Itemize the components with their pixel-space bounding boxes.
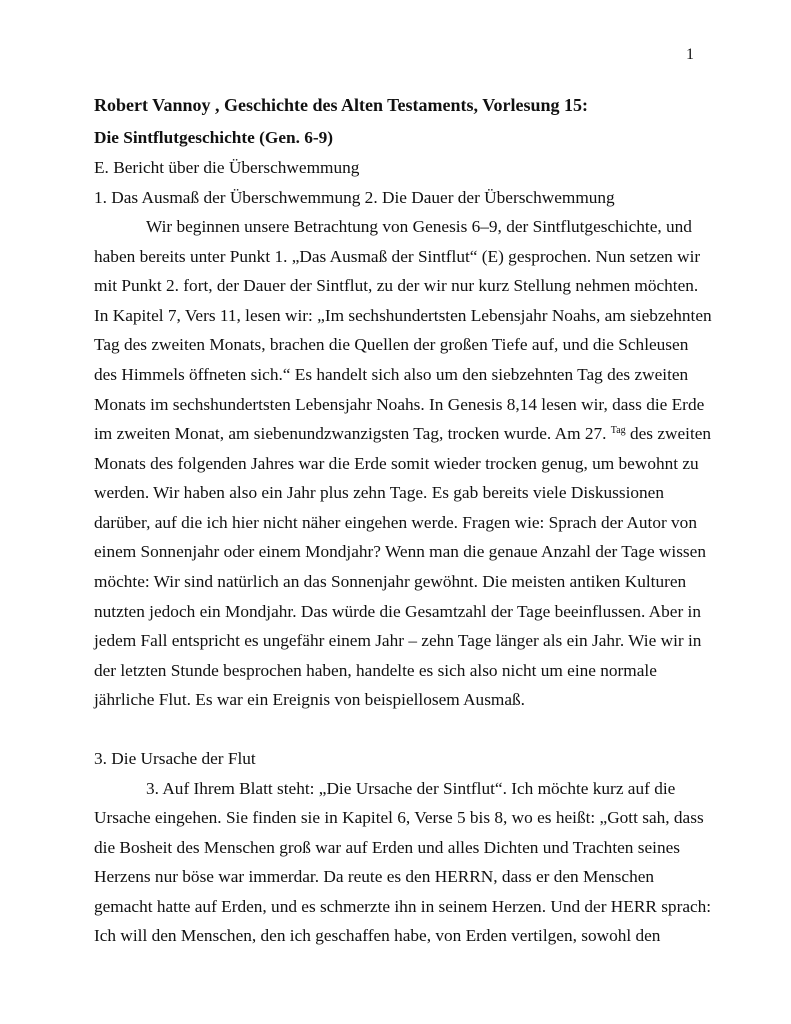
paragraph-line: 3. Auf Ihrem Blatt steht: „Die Ursache der Sintflut“. Ich möchte kurz auf die bbox=[146, 779, 676, 798]
paragraph-line: der letzten Stunde besprochen haben, handelte es sich also nicht um eine normale bbox=[94, 661, 657, 680]
paragraph-line: jährliche Flut. Es war ein Ereignis von beispiellosem Ausmaß. bbox=[94, 690, 525, 709]
paragraph-line: Wir beginnen unsere Betrachtung von Genesis 6–9, der Sintflutgeschichte, und bbox=[146, 217, 692, 236]
paragraph-line: jedem Fall entspricht es ungefähr einem Jahr – zehn Tage länger als ein Jahr. Wie wir in bbox=[94, 631, 702, 650]
paragraph-text: im zweiten Monat, am siebenundzwanzigsten Tag, trocken wurde. Am 27. bbox=[94, 424, 611, 443]
paragraph-line: haben bereits unter Punkt 1. „Das Ausmaß der Sintflut“ (E) gesprochen. Nun setzen wir bbox=[94, 247, 701, 266]
paragraph-line: Herzens nur böse war immerdar. Da reute es den HERRN, dass er den Menschen bbox=[94, 867, 655, 886]
paragraph-line: werden. Wir haben also ein Jahr plus zehn Tage. Es gab bereits viele Diskussionen bbox=[94, 483, 664, 502]
paragraph-line: des Himmels öffneten sich.“ Es handelt sich also um den siebzehnten Tag des zweiten bbox=[94, 365, 689, 384]
document-subtitle: Die Sintflutgeschichte (Gen. 6-9) bbox=[94, 128, 334, 147]
paragraph-line: Ich will den Menschen, den ich geschaffen habe, von Erden vertilgen, sowohl den bbox=[94, 926, 661, 945]
paragraph-line-with-superscript bbox=[94, 423, 711, 445]
paragraph-line: einem Sonnenjahr oder einem Mondjahr? Wenn man die genaue Anzahl der Tage wissen bbox=[94, 542, 706, 561]
paragraph-line: gemacht hatte auf Erden, und es schmerzte ihn in seinem Herzen. Und der HERR sprach: bbox=[94, 897, 712, 916]
paragraph-line: Tag des zweiten Monats, brachen die Quellen der großen Tiefe auf, und die Schleusen bbox=[94, 335, 689, 354]
section-heading-e: E. Bericht über die Überschwemmung bbox=[94, 158, 360, 177]
paragraph-line: darüber, auf die ich hier nicht näher eingehen werde. Fragen wie: Sprach der Autor von bbox=[94, 513, 697, 532]
paragraph-line: nutzten jedoch ein Mondjahr. Das würde die Gesamtzahl der Tage beeinflussen. Aber in bbox=[94, 602, 701, 621]
paragraph-text: des zweiten bbox=[625, 424, 712, 443]
paragraph-line: mit Punkt 2. fort, der Dauer der Sintflut, zu der wir nur kurz Stellung nehmen möchten. bbox=[94, 276, 699, 295]
paragraph-line: Monats im sechshundertsten Lebensjahr Noahs. In Genesis 8,14 lesen wir, dass die Erde bbox=[94, 395, 705, 414]
paragraph-line: Ursache eingehen. Sie finden sie in Kapitel 6, Verse 5 bis 8, wo es heißt: „Gott sah, dass bbox=[94, 808, 704, 827]
section-heading-3: 3. Die Ursache der Flut bbox=[94, 749, 256, 768]
document-title: Robert Vannoy , Geschichte des Alten Testaments, Vorlesung 15: bbox=[94, 95, 589, 115]
superscript-tag: Tag bbox=[610, 425, 626, 436]
paragraph-line: die Bosheit des Menschen groß war auf Erden und alles Dichten und Trachten seines bbox=[94, 838, 680, 857]
paragraph-line: möchte: Wir sind natürlich an das Sonnenjahr gewöhnt. Die meisten antiken Kulturen bbox=[94, 572, 687, 591]
paragraph-line: In Kapitel 7, Vers 11, lesen wir: „Im sechshundertsten Lebensjahr Noahs, am siebzehnten bbox=[94, 306, 712, 325]
subsections-line: 1. Das Ausmaß der Überschwemmung 2. Die Dauer der Überschwemmung bbox=[94, 188, 615, 207]
page-number: 1 bbox=[686, 46, 694, 63]
paragraph-line: Monats des folgenden Jahres war die Erde somit wieder trocken genug, um bewohnt zu bbox=[94, 454, 699, 473]
